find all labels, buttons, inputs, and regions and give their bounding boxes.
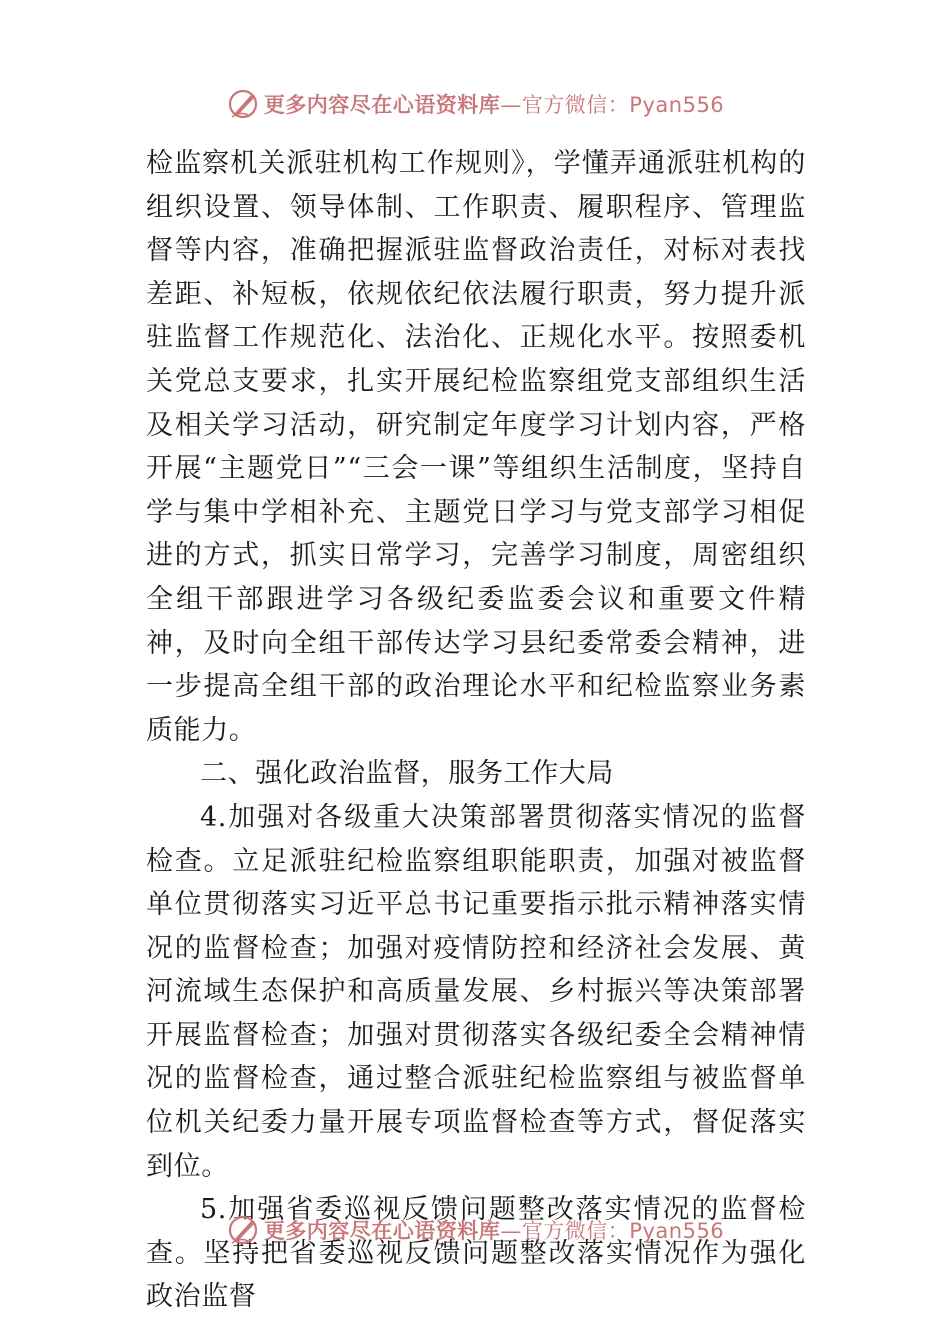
body-paragraph-4: [146, 796, 806, 1188]
watermark-suffix: 官方微信：Pyan556: [521, 93, 725, 117]
watermark-dash: —: [500, 1219, 522, 1243]
top-watermark-banner: [0, 84, 950, 124]
bottom-watermark-banner: [0, 1210, 950, 1250]
watermark-main: 更多内容尽在心语资料库: [263, 93, 501, 117]
pen-circle-icon: [226, 87, 260, 121]
item-4-title: 4.加强对各级重大决策部署贯彻落实情况的监督检查。: [146, 801, 806, 877]
pen-circle-icon: [226, 1213, 260, 1247]
watermark-dash: —: [500, 93, 522, 117]
item-5-body: 坚持把省委巡视反馈问题整改落实情况作为强化政治监督: [146, 1237, 806, 1313]
section-heading-2: 二、强化政治监督，服务工作大局: [200, 758, 614, 790]
item-5-title: 5.加强省委巡视反馈问题整改落实情况的监督检查。: [146, 1194, 806, 1269]
watermark-suffix: 官方微信：Pyan556: [521, 1219, 725, 1243]
body-paragraph-1: 检监察机关派驻机构工作规则》，学懂弄通派驻机构的组织设置、领导体制、工作职责、履职程序、管理监督等内容，准确把握派驻监督政治责任，对标对表找差距、补短板，依规依纪依法履行职责，努力提升派驻监督工作规范化、法治化、正规化水平。按照委机关党总支要求，扎实开展纪检监察组党支部组织生活及相关学习活动，研究制定年度学习计划内容，严格开展“主题党日”“三会一课”等组织生活制度，坚持自学与集中学相补充、主题党日学习与党支部学习相促进的方式，抓实日常学习，完善学习制度，周密组织全组干部跟进学习各级纪委监委会议和重要文件精神，及时向全组干部传达学习县纪委常委会精神，进一步提高全组干部的政治理论水平和纪检监察业务素质能力。: [146, 148, 806, 746]
watermark-text: [264, 1215, 724, 1245]
watermark-main: 更多内容尽在心语资料库: [263, 1219, 501, 1243]
watermark-text: [264, 89, 724, 119]
document-body: [146, 142, 806, 1319]
item-4-body: 立足派驻纪检监察组职能职责，加强对被监督单位贯彻落实习近平总书记重要指示批示精神落实情况的监督检查；加强对疫情防控和经济社会发展、黄河流域生态保护和高质量发展、乡村振兴等决策部署开展监督检查；加强对贯彻落实各级纪委全会精神情况的监督检查，通过整合派驻纪检监察组与被监督单位机关纪委力量开展专项监督检查等方式，督促落实到位。: [146, 845, 807, 1182]
body-paragraph-5: [146, 1188, 806, 1319]
